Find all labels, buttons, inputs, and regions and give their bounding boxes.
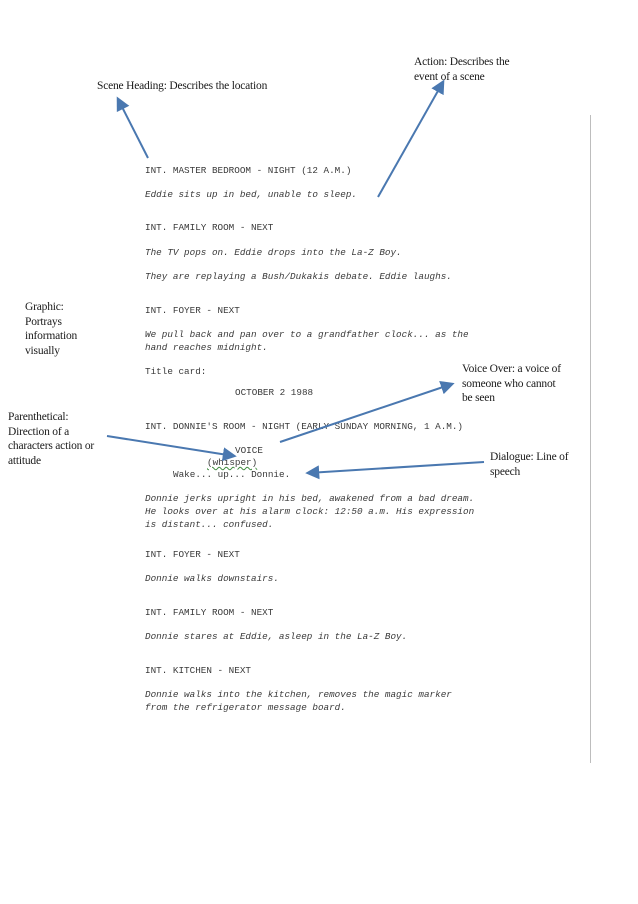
action-line: Donnie walks downstairs. (145, 573, 279, 584)
scene-heading-line: INT. DONNIE'S ROOM - NIGHT (EARLY SUNDAY MORNING, 1 A.M.) (145, 421, 464, 432)
dialogue-text-line2: speech (490, 465, 521, 478)
action-line: Donnie stares at Eddie, asleep in the La-Z Boy. (145, 631, 408, 642)
scene-heading-line: INT. MASTER BEDROOM - NIGHT (12 A.M.) (145, 165, 352, 176)
voice-over-text-line1: Voice Over: a voice of (462, 363, 561, 375)
action-line: hand reaches midnight. (145, 342, 268, 353)
scene-heading-line: INT. FAMILY ROOM - NEXT (145, 222, 274, 233)
scene-heading-text: Scene Heading: Describes the location (97, 80, 268, 92)
action-line: is distant... confused. (145, 519, 274, 530)
scene-heading-line: INT. FOYER - NEXT (145, 549, 240, 560)
graphic-text-line1: Graphic: (25, 301, 64, 313)
scene-heading-line: INT. FOYER - NEXT (145, 305, 240, 316)
voice-over-arrow (280, 384, 452, 442)
parenthetical-text-line4: attitude (8, 454, 41, 467)
action-line: from the refrigerator message board. (145, 702, 346, 713)
dialogue-text-line1: Dialogue: Line of (490, 451, 569, 463)
parenthetical-arrow (107, 436, 234, 456)
graphic-text-line2: Portrays (25, 315, 62, 328)
scene-heading-line: INT. FAMILY ROOM - NEXT (145, 607, 274, 618)
action-line: Donnie walks into the kitchen, removes the magic marker (145, 689, 452, 700)
scene-heading-line: INT. KITCHEN - NEXT (145, 665, 252, 676)
action-line: We pull back and pan over to a grandfather clock... as the (145, 329, 469, 340)
graphic-text-line4: visually (25, 344, 60, 357)
voice-over-text-line2: someone who cannot (462, 377, 556, 390)
action-line: Eddie sits up in bed, unable to sleep. (145, 189, 358, 200)
parenthetical-text-line3: characters action or (8, 440, 95, 452)
voice-over-text-line3: be seen (462, 392, 495, 404)
action-line: Donnie jerks upright in his bed, awakened from a bad dream. (145, 493, 475, 504)
title-card-line: Title card: (145, 366, 207, 377)
action-line: He looks over at his alarm clock: 12:50 a.m. His expression (145, 506, 475, 517)
action-line: The TV pops on. Eddie drops into the La-Z Boy. (145, 247, 402, 258)
dialogue-line: Wake... up... Donnie. (173, 469, 291, 480)
action-line: They are replaying a Bush/Dukakis debate. Eddie laughs. (145, 271, 452, 282)
parenthetical-text-line1: Parenthetical: (8, 411, 69, 423)
graphic-text-line3: information (25, 330, 78, 342)
parenthetical-text-line2: Direction of a (8, 425, 70, 438)
scene-heading-arrow (118, 99, 148, 158)
parenthetical-line: (whisper) (207, 457, 258, 468)
action-text-line1: Action: Describes the (414, 56, 510, 68)
action-arrow (378, 82, 443, 197)
title-card-date: OCTOBER 2 1988 (235, 387, 314, 398)
action-text-line2: event of a scene (414, 70, 485, 83)
dialogue-arrow (308, 462, 484, 473)
character-name: VOICE (235, 445, 263, 456)
